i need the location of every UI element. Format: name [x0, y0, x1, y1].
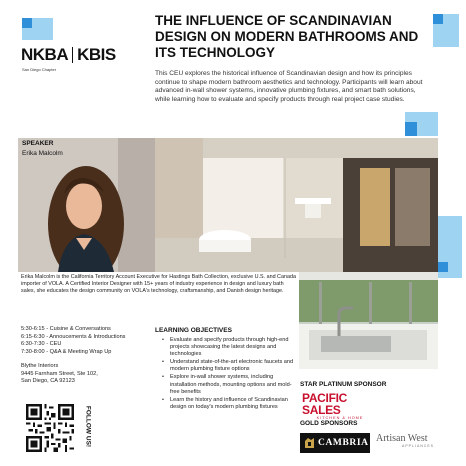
pacific-sales-name: PACIFIC SALES [302, 391, 348, 417]
artisan-west-sub: APPLIANCES [402, 444, 434, 448]
nkba-logo [21, 45, 116, 65]
artisan-west-logo [376, 433, 440, 448]
follow-us-text: FOLLOW US! [84, 405, 92, 448]
objective-item: • Explore in-wall shower systems, including installation methods, mounting options and mold-free benefits [160, 374, 295, 395]
star-sponsor-heading: STAR PLATINUM SPONSOR [300, 381, 387, 388]
cambria-name: CAMBRIA [318, 438, 369, 448]
objective-item: • Learn the history and influence of Scandinavian design on today's modern plumbing fixtures [160, 397, 295, 411]
venue-name: Blythe Interiors [21, 363, 59, 369]
event-title: THE INFLUENCE OF SCANDINAVIAN DESIGN ON MODERN BATHROOMS AND ITS TECHNOLOGY [155, 13, 419, 60]
schedule [21, 326, 151, 356]
event-intro: This CEU explores the historical influence of Scandinavian design and how its principles continue to shape modern bathroom aesthetics and technology. Participants will learn about advanced in-wall shower systems, innovative plumbing fixtures, and smart bath solutions, while learning how to evaluate and specify products through real project case studies. [155, 70, 423, 103]
accent-square [22, 18, 32, 28]
qr-code-icon [26, 404, 74, 452]
objective-item: • Understand state-of-the-art electronic faucets and modern plumbing fixture options [160, 359, 295, 373]
speaker-name: Erika Malcolm [22, 150, 63, 157]
accent-square [433, 14, 443, 24]
qr-code[interactable] [26, 404, 74, 452]
accent-square [438, 262, 448, 272]
schedule-item: 6:15-6:30 - Annoucements & Introductions [21, 333, 126, 340]
speaker-photo-image [18, 138, 156, 272]
bathroom-photo-image [155, 138, 438, 272]
objectives-list [160, 337, 295, 412]
speaker-heading: SPEAKER [22, 140, 54, 147]
logo-kbis-text: KBIS [77, 45, 116, 64]
objectives-heading: LEARNING OBJECTIVES [155, 327, 232, 334]
schedule-item: 6:30-7:30 - CEU [21, 341, 62, 348]
cambria-lion-icon [304, 437, 315, 449]
cambria-logo [300, 433, 370, 453]
speaker-photo [18, 138, 156, 272]
logo-separator [72, 47, 73, 63]
pacific-sales-sub: KITCHEN & HOME [316, 416, 364, 420]
schedule-item: 7:30-8:00 - Q&A & Meeting Wrap Up [21, 348, 112, 355]
artisan-west-name: Artisan West [376, 433, 428, 444]
schedule-item: 5:30-6:15 - Cuisine & Conversations [21, 326, 111, 332]
chapter-label: San Diego Chapter [22, 67, 57, 72]
speaker-bio: Erika Malcolm is the California Territory Account Executive for Hastings Bath Collection, exclusive U.S. and Canada importer of VOLA. A Certified Interior Designer with 15+ years of industry experience in design and luxury bath sales, she educates the design community on VOLA's technology, craftsmanship, and Danish design heritage. [21, 274, 296, 295]
pacific-sales-logo [302, 392, 378, 420]
bathroom-photo [155, 138, 438, 272]
venue-address [21, 363, 151, 386]
follow-us-label [82, 407, 92, 451]
objective-item: • Evaluate and specify products through high-end projects showcasing the latest designs and technologies [160, 337, 295, 358]
venue-city: San Diego, CA 92123 [21, 378, 75, 385]
gold-sponsors-heading: GOLD SPONSORS [300, 420, 358, 427]
logo-nkba-text: NKBA [21, 45, 69, 64]
venue-street: 9445 Farnham Street, Ste 102, [21, 370, 98, 377]
kitchen-photo [299, 272, 438, 369]
accent-square [405, 122, 417, 136]
kitchen-photo-image [299, 272, 438, 369]
